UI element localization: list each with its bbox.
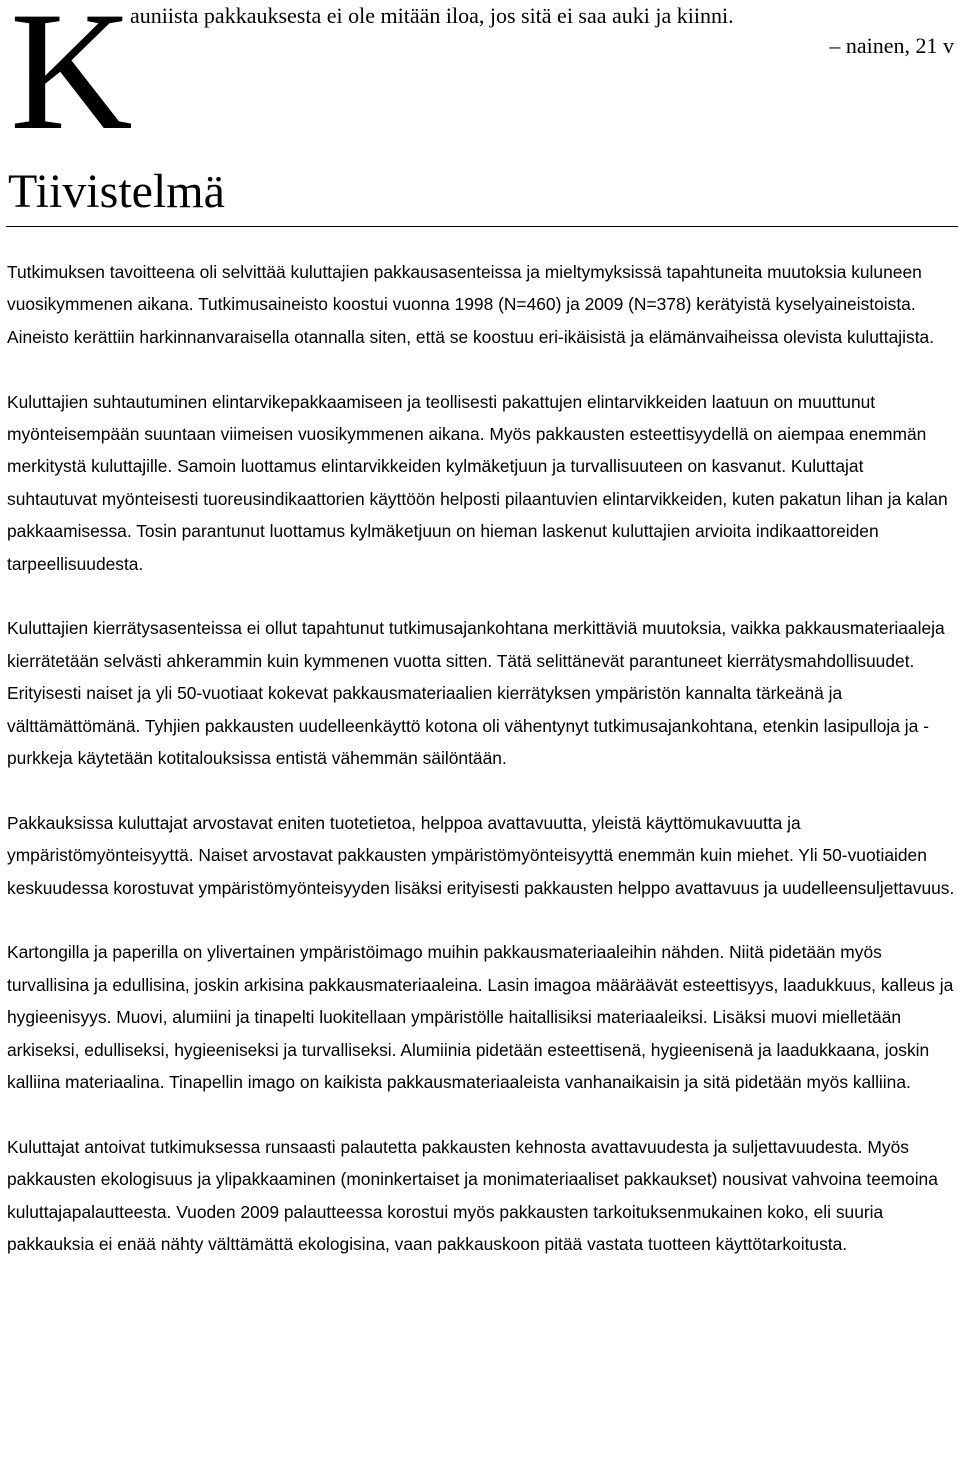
- paragraph-recycling: Kuluttajien kierrätysasenteissa ei ollut tapahtunut tutkimusajankohtana merkittäviä muutoksia, vaikka pakkausmateriaaleja kierrätetään selvästi ahkerammin kuin kymmenen vuotta sitten. Tätä selittänevät parantuneet kierrätysmahdollisuudet. Erityisesti naiset ja yli 50-vuotiaat kokevat pakkausmateriaalien kierrätyksen ympäristön kannalta tärkeänä ja välttämättömänä. Tyhjien pakkausten uudelleenkäyttö kotona oli vähentynyt tutkimusajankohtana, etenkin lasipulloja ja -purkkeja käytetään kotitalouksissa entistä vähemmän säilöntään.: [7, 618, 945, 769]
- page-title: Tiivistelmä: [8, 165, 225, 218]
- paragraph-aim-and-data: Tutkimuksen tavoitteena oli selvittää kuluttajien pakkausasenteissa ja mieltymyksissä tapahtuneita muutoksia kuluneen vuosikymmenen aikana. Tutkimusaineisto koostui vuonna 1998 (N=460) ja 2009 (N=378) kerätyistä kyselyaineistoista. Aineisto kerättiin harkinnanvaraisella otannalla siten, että se koostuu eri-ikäisistä ja elämänvaiheissa olevista kuluttajista.: [7, 262, 935, 347]
- epigraph-quote: auniista pakkauksesta ei ole mitään iloa, jos sitä ei saa auki ja kiinni.: [130, 3, 734, 28]
- summary-body: [7, 256, 957, 1293]
- paragraph-attitudes: Kuluttajien suhtautuminen elintarvikepakkaamiseen ja teollisesti pakattujen elintarvikkeiden laatuun on muuttunut myönteisempään suuntaan viimeisen vuosikymmenen aikana. Myös pakkausten esteettisyydellä on aiempaa enemmän merkitystä kuluttajille. Samoin luottamus elintarvikkeiden kylmäketjuun ja turvallisuuteen on kasvanut. Kuluttajat suhtautuvat myönteisesti tuoreusindikaattorien käyttöön helposti pilaantuvien elintarvikkeiden, kuten pakatun lihan ja kalan pakkaamisessa. Tosin parantunut luottamus kylmäketjuun on hieman laskenut kuluttajien arvioita indikaattoreiden tarpeellisuudesta.: [7, 391, 948, 574]
- title-underline: [6, 226, 958, 227]
- paragraph-materials-image: Kartongilla ja paperilla on ylivertainen ympäristöimago muihin pakkausmateriaaleihin nähden. Niitä pidetään myös turvallisina ja edullisina, joskin arkisina pakkausmateriaaleina. Lasin imagoa määräävät esteettisyys, laadukkuus, kalleus ja hygieenisyys. Muovi, alumiini ja tinapelti luokitellaan ympäristölle haitallisiksi materiaaleiksi. Lisäksi muovi mielletään arkiseksi, edulliseksi, hygieeniseksi ja turvalliseksi. Alumiinia pidetään esteettisenä, hygieenisenä ja laadukkaana, joskin kalliina materiaalina. Tinapellin imago on kaikista pakkausmateriaaleista vanhanaikaisin ja sitä pidetään myös kalliina.: [7, 942, 954, 1093]
- paragraph-consumer-feedback: Kuluttajat antoivat tutkimuksessa runsaasti palautetta pakkausten kehnosta avattavuudesta ja suljettavuudesta. Myös pakkausten ekologisuus ja ylipakkaaminen (moninkertaiset ja monimateriaaliset pakkaukset) nousivat vahvoina teemoina kuluttajapalautteesta. Vuoden 2009 palautteessa korostui myös pakkausten tarkoituksenmukainen koko, eli suuria pakkauksia ei enää nähty välttämättä ekologisina, vaan pakkauskoon pitää vastata tuotteen käyttötarkoitusta.: [7, 1136, 938, 1255]
- paragraph-valued-features: Pakkauksissa kuluttajat arvostavat eniten tuotetietoa, helppoa avattavuutta, yleistä käyttömukavuutta ja ympäristömyönteisyyttä. Naiset arvostavat pakkausten ympäristömyönteisyyttä enemmän kuin miehet. Yli 50-vuotiaiden keskuudessa korostuvat ympäristömyönteisyyden lisäksi erityisesti pakkausten helppo avattavuus ja uudelleensuljettavuus.: [7, 812, 955, 898]
- epigraph-attribution: – nainen, 21 v: [829, 33, 954, 58]
- drop-cap-initial: K: [10, 0, 133, 165]
